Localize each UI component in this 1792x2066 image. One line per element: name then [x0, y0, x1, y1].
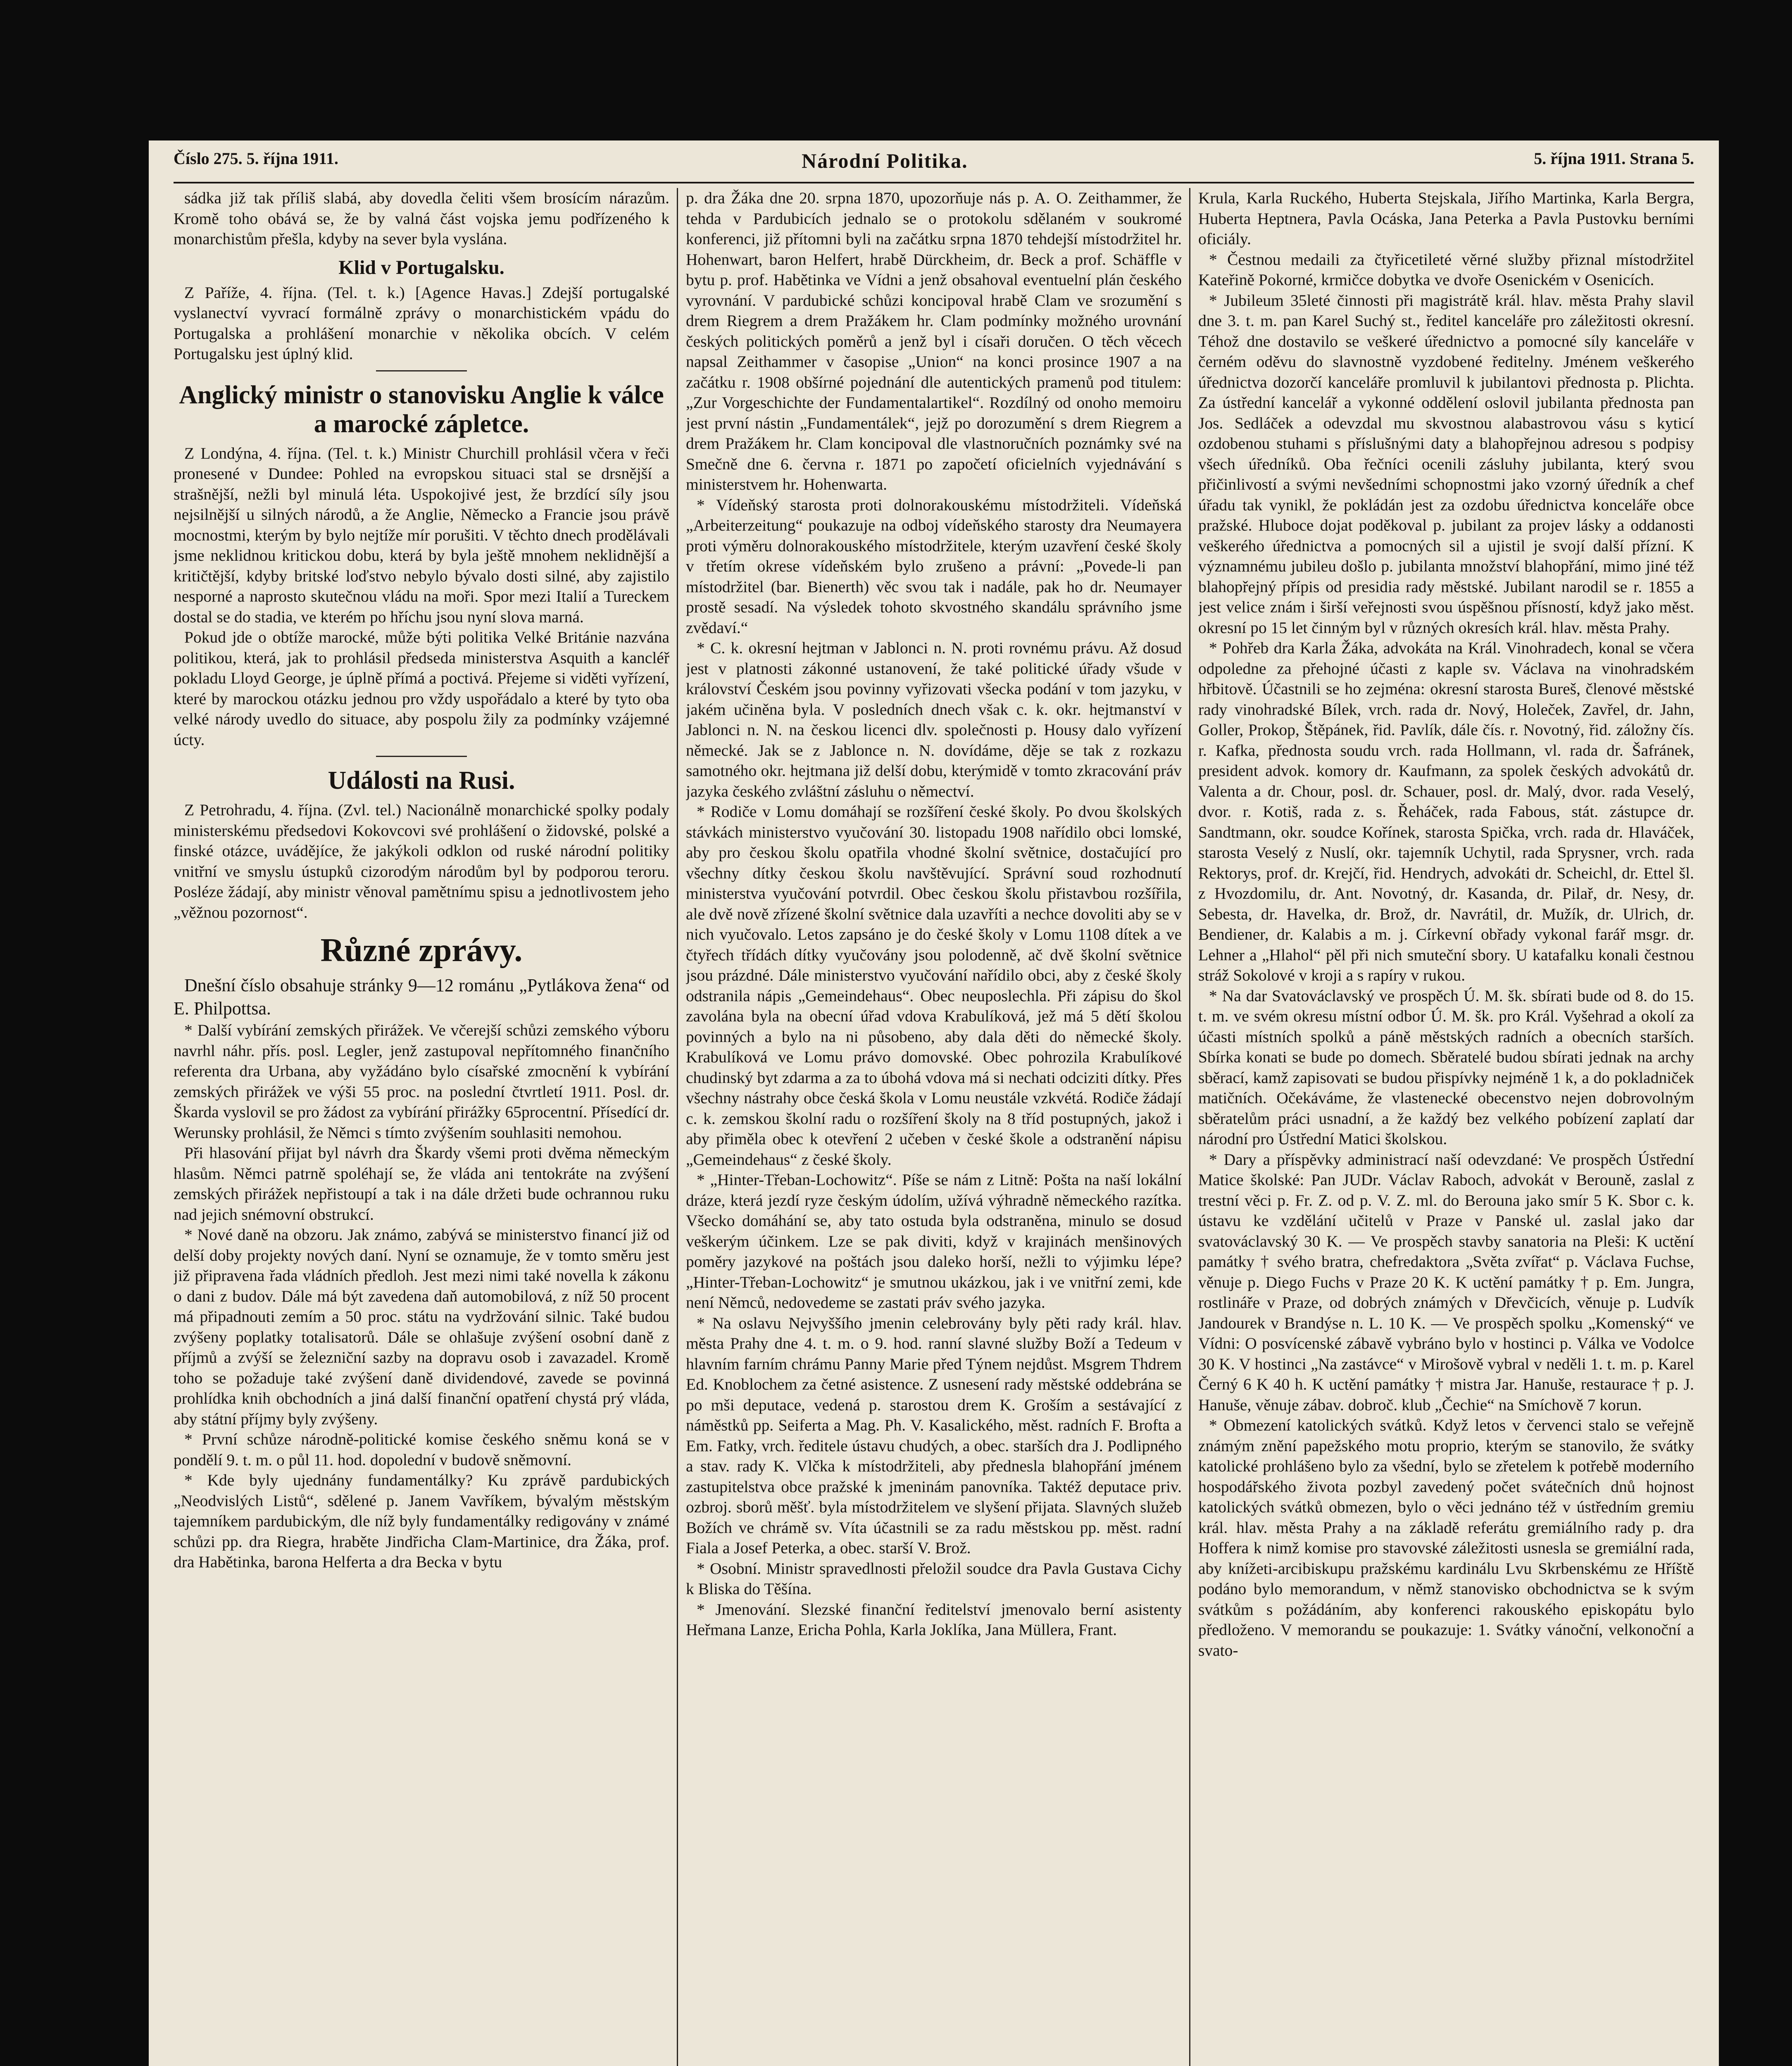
article-paragraph: Z Londýna, 4. října. (Tel. t. k.) Ministr Churchill prohlásil včera v řeči pronesené v Dundee: Pohled na evropskou situaci stal se drsnější a strašnější, nežli byl minulá léta. Uspokojivé jest, že brzdící síly jsou nejsilnější u silných národů, a že Anglie, Německo a Francie jsou právě mocnostmi, kterým by bylo nejtíže mír porušiti. V těchto dnech prodělávali jsme neklidnou kritickou dobu, která by byla ještě mnohem neklidnější a kritičtější, kdyby britské loďstvo nebylo bývalo dosti silné, aby zajistilo nesporné a naprosto skutečnou vládu na moři. Spor mezi Italií a Tureckem dostal se do stadia, ve kterém po hříchu jsou nyní slova marná. [174, 444, 669, 626]
article-paragraph: Pokud jde o obtíže marocké, může býti politika Velké Británie nazvána politikou, která, jak to prohlásil předseda ministerstva Asquith a kancléř pokladu Lloyd George, je úplně přímá a poctivá. Přejeme si viděti vyřízení, které by marockou otázku jednou pro vždy uspořádalo a které by tyto oba velké národy uvedlo do situace, aby pospolu žily za podmínky vzájemné úcty. [174, 628, 669, 749]
header-rule [174, 182, 1694, 183]
column-1 [174, 188, 669, 2066]
newspaper-page [149, 140, 1719, 2066]
news-item: * Obmezení katolických svátků. Když letos v červenci stalo se veřejně známým znění papežského motu proprio, kterým se stanovilo, že svátky katolické prohlášeno bylo za všední, bylo se zřetelem k potřebě moderního hospodářského života pozbyl zavedený počet svátečních dnů hojnost katolických svátků obmezen, bylo o věci jednáno též v ústředním gremiu král. hlav. města Prahy a na základě referátu gremiálního rady p. dra Hoffera k nimž komise pro stavovské záležitosti usnesla se gremiální rada, aby knížeti-arcibiskupu pražskému kardinálu Lvu Skrbenskému ze Hříště podáno bylo memorandum, v němž stanovisko obchodnictva se k svým svátkům s požádáním, aby konferenci rakouského episkopátu bylo předloženo. V memorandu se poukazuje: 1. Svátky vánoční, velkonoční a svato- [1198, 1416, 1694, 1659]
news-item: * Osobní. Ministr spravedlnosti přeložil soudce dra Pavla Gustava Cichy k Bliska do Těšína. [686, 1559, 1182, 1598]
page-number: 5. října 1911. Strana 5. [1534, 149, 1694, 168]
news-item: * Pohřeb dra Karla Žáka, advokáta na Král. Vinohradech, konal se včera odpoledne za přehojné účasti z kaple sv. Václava na vinohradském hřbitově. Účastnili se ho zejména: okresní starosta Bureš, členové městské rady vinohradské Bílek, vrch. rada dr. Nový, Holeček, Zavřel, dr. Jahn, Goller, Prokop, Štěpánek, řid. Pavlík, dále čís. r. Novotný, řid. záložny čís. r. Kafka, přednosta soudu vrch. rada Hollmann, vl. rada dr. Šafránek, president advok. komory dr. Kaufmann, za spolek českých advokátů dr. Valenta a dr. Chour, posl. dr. Schauer, posl. dr. Malý, dvor. rada Veselý, dvor. r. Kotiš, rada z. s. Řeháček, rada Fabous, stát. zástupce dr. Sandtmann, okr. soudce Kořínek, starosta Spička, vrch. rada dr. Hlaváček, starosta Veselý z Nuslí, okr. tajemník Uchytil, rada Sprysner, vrch. rada Rektorys, prof. dr. Krejčí, řid. Hendrych, advokáti dr. Scheichl, dr. Ettel šl. z Hvozdomilu, dr. Ant. Novotný, dr. Kasanda, dr. Pilař, dr. Nesy, dr. Sebesta, dr. Havelka, dr. Brož, dr. Navrátil, dr. Mužík, dr. Ulrich, dr. Bendiener, dr. Kalabis a m. j. Církevní obřady vykonal farář msgr. dr. Lehner a „Hlahol“ pěl při nich smuteční sbory. U katafalku konali čestnou stráž Sokolové v kroji a s rapíry v rukou. [1198, 639, 1694, 984]
article-paragraph: sádka již tak příliš slabá, aby dovedla čeliti všem brosícím nárazům. Kromě toho obává se, že by valná část vojska jemu podřízeného k monarchistům přešla, kdyby na sever byla vyslána. [174, 189, 669, 248]
news-item: * Rodiče v Lomu domáhají se rozšíření české školy. Po dvou školských stávkách ministerstvo vyučování 30. listopadu 1908 nařídilo obci lomské, aby pro českou školu opatřila vhodné školní světnice, dostačující pro všechny dítky českou školu navštěvující. Správní soud rozhodnutí ministerstva vyučování potvrdil. Obec českou školu přistavbou rozšířila, ale dvě nově zřízené školní světnice dala uzavříti a nechce dovoliti aby se v nich vyučovalo. Letos zapsáno je do české školy v Lomu 1108 dítek a ve čtyřech třídách dítky vyučovány jsou polodenně, ač dvě školní světnice jsou prázdné. Dále ministerstvo vyučování nařídilo obci, aby z české školy odstranila nápis „Gemeindehaus“. Obec neuposlechla. Při zápisu do škol zavolána byla na obecní úřad vdova Krabulíková, jež má 5 dětí školou povinných a bylo na ni působeno, aby dala děti do německé školy. Krabulíková ve Lomu právo domovské. Obec pohrozila Krabulíkové chudinský byt zdarma a za to úbohá vdova má si nechati odciziti dítky. Přes všechny nástrahy obce česká škola v Lomu neustále vzkvétá. Rodiče žádají c. k. zemskou školní radu o rozšíření školy na 8 tříd postupných, jakož i aby přiměla obec k otevření 2 učeben v české škole a odstranění nápisu „Gemeindehaus“ z české školy. [686, 802, 1182, 1169]
headline-anglie: Anglický ministr o stanovisku Anglie k válce a marocké zápletce. [179, 381, 664, 438]
news-item: * Další vybírání zemských přirážek. Ve včerejší schůzi zemského výboru navrhl náhr. přís. posl. Legler, jenž zastupoval nepřítomného finančního referenta dra Urbana, aby vyžádáno bylo císařské zmocnění k vybírání zemských přirážek ve výši 55 proc. na poslední čtvrtletí 1911. Posl. dr. Škarda vyslovil se pro žádost za vybírání přirážky 65procentní. Přísedící dr. Werunsky prohlásil, že Němci s tímto zvýšením souhlasiti nemohou. [174, 1021, 669, 1142]
news-item: p. dra Žáka dne 20. srpna 1870, upozorňuje nás p. A. O. Zeithammer, že tehda v Pardubicích jednalo se o protokolu sdělaném v soukromé konferenci, již přítomni byli na začátku srpna 1870 tehdejší místodržitel hr. Hohenwart, baron Helfert, hrabě Dürckheim, dr. Beck a prof. Schäffle v bytu p. prof. Habětinka ve Vídni a jenž obsahoval eventuelní plán českého vyrovnání. V pardubické schůzi koncipoval hrabě Clam ve srozumění s drem Riegrem a drem Pražákem hr. Clam podmínky možného urovnání českých politických poměrů a jenž byl i císaři doručen. O těch věcech napsal Zeithammer v časopise „Union“ na konci prosince 1907 a na začátku r. 1908 obšírné pojednání dle autentických pramenů pod titulem: „Zur Vorgeschichte der Fundamentalartikel“. Rozdílný od onoho memoiru jest první nástin „Fundamentálek“, jejž po dorozumění s drem Riegrem a drem Pražákem hr. Clam koncipoval dle vlastnoručních poznámky své na Smečně dne 6. června r. 1871 po započetí oficielních vyjednávání s ministerstvem hr. Hohenwarta. [686, 189, 1182, 493]
column-divider [1189, 188, 1190, 2066]
news-item: * Jmenování. Slezské finanční ředitelství jmenovalo berní asistenty Heřmana Lanze, Ericha Pohla, Karla Joklíka, Jana Müllera, Frant. [686, 1600, 1182, 1639]
news-item: * Čestnou medaili za čtyřicetileté věrné služby přiznal místodržitel Kateřině Pokorné, krmičce dobytka ve dvoře Osenickém v Osenicích. [1198, 250, 1694, 289]
issue-date-left: Číslo 275. 5. října 1911. [174, 149, 338, 168]
article-paragraph: Z Petrohradu, 4. října. (Zvl. tel.) Nacionálně monarchické spolky podaly ministerskému předsedovi Kokovcovi své prohlášení o židovské, polské a finské otázce, uvádějíce, že jakýkoli odklon od ruské národní politiky vnitřní ve smyslu ústupků cizorodým národům byl by podporou teroru. Posléze žádají, aby ministr věnoval pamětnímu spisu a jednotlivostem jeho „věžnou pozornost“. [174, 801, 669, 921]
news-item: * Na dar Svatováclavský ve prospěch Ú. M. šk. sbírati bude od 8. do 15. t. m. ve svém okresu místní odbor Ú. M. šk. pro Král. Vyšehrad a okolí za účasti místních spolků a páně městských radních a obecních starších. Sbírka konati se bude po domech. Sběratelé budou sbírati jednak na archy sběrací, kamž zapisovati se budou přispívky nejméně 1 k, a do pokladniček matičních. Očekáváme, že vlastenecké obecenstvo nejen dobrovolným sběratelům práci usnadní, a že každý bez velkého pobízení zaplatí dar národní pro Ústřední Matici školskou. [1198, 986, 1694, 1148]
section-heading-zpravy: Různé zprávy. [320, 932, 523, 969]
news-item: * Vídeňský starosta proti dolnorakouskému místodržiteli. Vídeňská „Arbeiterzeitung“ poukazuje na odboj vídeňského starosty dra Neumayera proti výměru dolnorakouského místodržitele, kterým uzavření české školy v třetím okrese vídeňském bylo zrušeno a právní: „Povede-li pan místodržitel (bar. Bienerth) věc svou tak i nadále, pak ho dr. Neumayer prostě sesadí. Na výsledek tohoto skvostného skandálu správního jsme zvědaví.“ [686, 495, 1182, 637]
column-3 [1198, 188, 1694, 2066]
column-divider [677, 188, 678, 2066]
news-item: * Jubileum 35leté činnosti při magistrátě král. hlav. města Prahy slavil dne 3. t. m. pan Karel Suchý st., ředitel kanceláře pro záležitosti okresní. Téhož dne dostavilo se veškeré úřednictvo a pomocné síly kanceláře v černém oděvu do slavnostně vyzdobené ředitelny. Jménem veškerého úřednictva dozorčí kanceláře promluvil k jubilantovi přednosta p. Plichta. Za ústřední kancelář a vykonné oddělení oslovil jubilanta přednosta pan Jos. Sedláček a odevzdal mu skvostnou alabastrovou vásu s kyticí ozdobenou stuhami s příslušnými daty a blahopřejnou adresou s podpisy všech úředníků. Oba řečníci ocenili zásluhy jubilanta, který svou přičinlivostí a svými nevšedními schopnostmi jako vzorný úředník a chef úřadu tak vynikl, že pokládán jest za ozdobu úřednictva konceláře obce pražské. Hluboce dojat poděkoval p. jubilant za projev lásky a oddanosti veškerého úřednictva a pomocných sil a ujistil je svojí další přízní. K významnému jubileu došlo p. jubilanta množství blahopřání, mimo jiné též blahopřejný přípis od presidia rady městské. Jubilant narodil se r. 1855 a jest velice znám i širší veřejnosti svou úspěšnou přísností, když jako měst. okresní po 15 let činným byl v různých okresích král. hlav. města Prahy. [1198, 291, 1694, 637]
news-item: * Nové daně na obzoru. Jak známo, zabývá se ministerstvo financí již od delší doby projekty nových daní. Nyní se oznamuje, že v tomto směru jest již připravena řada vládních předloh. Jest mezi nimi také novella k zákonu o dani z budov. Dále má být zavedena daň automobilová, z níž 50 procent má připadnouti zemím a 50 proc. státu na vydržování silnic. Také budou zvýšeny poplatky totalisatorů. Dále se ohlašuje zvýšení osobní daně z příjmů a zvýší se železniční sazby na dopravu osob i zavazadel. Kromě toho se požaduje také zvýšení daně dividendové, zavede se povinná prohlídka knih obchodních a jiná další finanční opatření chystá prý vláda, aby státní příjmy byly zvýšeny. [174, 1226, 669, 1428]
intro-notice: Dnešní číslo obsahuje stránky 9—12 románu „Pytlákova žena“ od E. Philpottsa. [174, 975, 669, 1019]
news-item: * Na oslavu Nejvyššího jmenin celebrovány byly pěti rady král. hlav. města Prahy dne 4. t. m. o 9. hod. ranní slavné služby Boží a Tedeum v hlavním farním chrámu Panny Marie před Týnem nejdůst. Msgrem Thdrem Ed. Knoblochem za četné asistence. Z usnesení rady městské oddebrána se po mši deputace, vedená p. starostou drem K. Groším a sestávající z náměstků pp. Seiferta a Mag. Ph. V. Kasalického, měst. radních F. Brofta a Em. Fatky, vrch. ředitele ústavu chudých, a obec. starších dra J. Podlipného a stav. rady K. Vlčka k místodržiteli, aby přednesla blahopřání jménem zastupitelstva obce pražské k jmeninám panovníka. Taktéž deputace priv. ozbroj. sborů měšť. byla místodržitelem ve slyšení přijata. Slavných služeb Božích ve chrámě sv. Víta účastnili se za radu městskou pp. měst. radní Fiala a Josef Peterka, a obec. starší V. Brož. [686, 1314, 1182, 1557]
separator-rule [376, 756, 467, 757]
news-item: * „Hinter-Třeban-Lochowitz“. Píše se nám z Litně: Pošta na naší lokální dráze, která jezdí ryze českým údolím, užívá výhradně německého razítka. Všecko domáhání se, aby tato ostuda byla odstraněna, minulo se dosud veškerým účinkem. Lze se pak diviti, když v krajinách menšinových poměry jazykové na poštách jsou daleko horší, nežli to výjimku lépe? „Hinter-Třeban-Lochowitz“ je smutnou ukázkou, jak i ve vnitřní zemi, kde není Němců, nedovedeme se zastati práv svého jazyka. [686, 1171, 1182, 1311]
news-item: * C. k. okresní hejtman v Jablonci n. N. proti rovnému právu. Až dosud jest v platnosti zákonné ustanovení, že také politické úřady všude v království Českém jsou povinny vyřizovati všecka podání v tom jazyku, v jakém učiněna byla. V posledních dnech však c. k. okr. hejtmanství v Jablonci n. N. na českou licenci dlv. společnosti p. Housy dalo vyřízení německé. Jak se z Jablonce n. N. dovídáme, děje se tak z rozkazu samotného okr. hejtmana již delší dobu, kterýmidě v tomto zkracování práv jazyka českého zvláštní zásluhu o němectví. [686, 639, 1182, 800]
news-item: * Kde byly ujednány fundamentálky? Ku zprávě pardubických „Neodvislých Listů“, sdělené p. Janem Vavříkem, bývalým městským tajemníkem pardubickým, dle níž byly fundamentálky redigovány v známé schůzi pp. dra Riegra, hraběte Jindřicha Clam-Martinice, dra Žáka, prof. dra Habětinka, barona Helferta a dra Becka v bytu [174, 1471, 669, 1571]
separator-rule [376, 370, 467, 371]
headline-rusi: Události na Rusi. [328, 766, 515, 795]
page-header [174, 149, 1694, 174]
news-item: * Dary a příspěvky administrací naší odevzdané: Ve prospěch Ústřední Matice školské: Pan JUDr. Václav Raboch, advokát v Berouně, zaslal z trestní věci p. Fr. Z. od p. V. Z. ml. do Berouna jako smír 5 K. Sbor c. k. ústavu ke vzdělání učitelů v Praze v Panské ul. zaslal jako dar svatováclavský 30 K. — Ve prospěch stavby sanatoria na Pleši: K uctění památky † svého bratra, chefredaktora „Světa zvířat“ p. Václava Fuchse, věnuje p. Diego Fuchs v Praze 20 K. K uctění památky † p. Em. Jungra, rostlináře v Praze, od dobrých známých v Dřevčicích, věnuje p. Ludvík Jandourek v Brandýse n. L. 10 K. — Ve prospěch spolku „Komenský“ ve Vídni: O posvícenské zábavě vybráno bylo v hostinci p. Válka ve Vodolce 30 K. V hostinci „Na zastávce“ v Mirošově vybral v neděli 1. t. m. p. Karel Černý 6 K 40 h. K uctění památky † mistra Jar. Hanuše, restaurace † p. J. Hanuše, věnuje zábav. dobroč. klub „Čechie“ na Smíchově 7 korun. [1198, 1150, 1694, 1414]
masthead-title: Národní Politika. [802, 149, 968, 172]
column-2 [686, 188, 1182, 2066]
news-item: * První schůze národně-politické komise českého sněmu koná se v pondělí 9. t. m. o půl 11. hod. dopolední v budově sněmovní. [174, 1430, 669, 1469]
article-paragraph: Z Paříže, 4. října. (Tel. t. k.) [Agence Havas.] Zdejší portugalské vyslanectví vyvrací formálně zprávy o monarchistickém vpádu do Portugalska a prohlášení monarchie v několika obcích. V celém Portugalsku jest úplný klid. [174, 283, 669, 363]
news-item: Krula, Karla Ruckého, Huberta Stejskala, Jiřího Martinka, Karla Bergra, Huberta Heptnera, Pavla Ocáska, Jana Peterka a Pavla Pustovku berními oficiály. [1198, 189, 1694, 248]
news-item: Při hlasování přijat byl návrh dra Škardy všemi proti dvěma německým hlasům. Němci patrně spoléhají se, že vláda ani tentokráte na zvýšení zemských přirážek nepřistoupí a tak i na dále držeti bude ochrannou ruku nad jejich snémovní obstrukcí. [174, 1144, 669, 1223]
headline-portugal: Klid v Portugalsku. [338, 256, 505, 278]
